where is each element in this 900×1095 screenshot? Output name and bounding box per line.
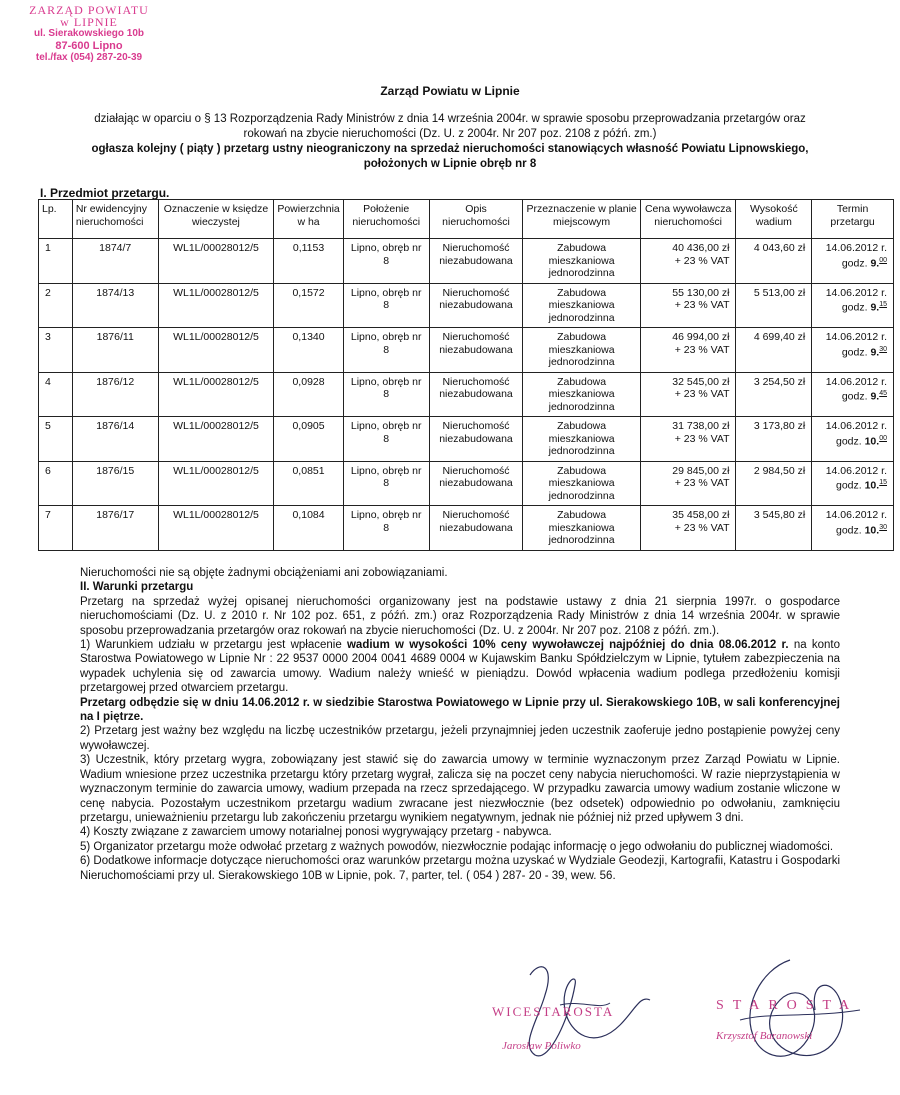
left-signature-name: Jarosław Poliwko: [502, 1040, 581, 1052]
table-row: [39, 417, 894, 462]
cell-date: [812, 461, 894, 506]
time-hour: 9.: [870, 301, 880, 314]
cell-deposit: 3 545,80 zł: [736, 506, 812, 551]
time-minutes: 30: [879, 523, 887, 531]
auction-place: Przetarg odbędzie się w dniu 14.06.2012 r. w siedzibie Starostwa Powiatowego w Lipnie przy ul. Sierakowskiego 10B, w sali konferencyjnej na I piętrze.: [80, 696, 840, 724]
stamp-line-3: ul. Sierakowskiego 10b: [33, 28, 145, 39]
cell-parcel-number: 1876/11: [72, 328, 158, 373]
announce-line-2: położonych w Lipnie obręb nr 8: [363, 158, 537, 170]
table-row: [39, 372, 894, 417]
auction-time: [815, 344, 887, 359]
section-1-title: I. Przedmiot przetargu.: [40, 186, 170, 200]
cell-land-register: WL1L/00028012/5: [158, 372, 274, 417]
time-label: godz.: [835, 435, 862, 447]
cell-land-register: WL1L/00028012/5: [158, 461, 274, 506]
cell-price: [640, 506, 736, 551]
time-hour: 9.: [870, 346, 880, 358]
time-hour: 10.: [864, 435, 880, 447]
cell-date: [812, 506, 894, 551]
cell-date: [812, 372, 894, 417]
cell-parcel-number: 1874/7: [72, 239, 158, 284]
auction-time: [815, 433, 887, 448]
time-hour: 10.: [864, 479, 880, 492]
col-header-price: Cena wywoławcza nieruchomości: [640, 200, 736, 239]
cell-price: [640, 239, 736, 284]
cell-purpose: Zabudowa mieszkaniowa jednorodzinna: [523, 328, 640, 373]
time-label: godz.: [835, 524, 862, 536]
col-header-deposit: Wysokość wadium: [736, 200, 812, 239]
condition-1-c: na konto Starostwa Powiatowego w Lipnie Nr : 22 9537 0000 2004 0041 4689 0004 w Kujawskim Banku Spółdzielczym w Lipnie, tytułem zabezpieczenia na wypadek uchylenia się od zawarcia umowy. Wadium należy wnieść w pieniądzu. Dowód wpłacenia wadium podlega przedłożeniu komisji przetargowej przed otwarciem przetargu.: [80, 639, 840, 695]
document-title: Zarząd Powiatu w Lipnie: [380, 84, 520, 98]
price-vat: + 23 % VAT: [674, 477, 730, 489]
cell-area: 0,1153: [274, 239, 343, 284]
time-hour: 9.: [870, 257, 880, 269]
property-table: [38, 199, 894, 551]
col-header-area: Powierzchnia w ha: [274, 200, 343, 239]
condition-1: [80, 638, 840, 696]
cell-parcel-number: 1876/14: [72, 417, 158, 462]
auction-date: 14.06.2012 r.: [825, 464, 887, 477]
cell-area: 0,1084: [274, 506, 343, 551]
cell-lp: 2: [39, 283, 73, 328]
cell-purpose: Zabudowa mieszkaniowa jednorodzinna: [523, 506, 640, 551]
cell-land-register: WL1L/00028012/5: [158, 239, 274, 284]
time-minutes: 15: [879, 479, 887, 486]
condition-5: 5) Organizator przetargu może odwołać przetarg z ważnych powodów, niezwłocznie podając informację o jego odwołaniu do publicznej wiadomości.: [80, 840, 834, 853]
stamp-line-2: w LIPNIE: [60, 15, 118, 29]
cell-lp: 3: [39, 328, 73, 373]
price-value: 46 994,00 zł: [672, 331, 730, 343]
auction-time: [815, 477, 887, 492]
table-row: [39, 461, 894, 506]
cell-parcel-number: 1876/17: [72, 506, 158, 551]
condition-1-a: 1) Warunkiem udziału w przetargu jest wpłacenie: [80, 639, 347, 652]
cell-description: Nieruchomość niezabudowana: [429, 461, 523, 506]
cell-date: [812, 239, 894, 284]
auction-time: [815, 388, 887, 403]
cell-area: 0,0905: [274, 417, 343, 462]
time-minutes: 30: [879, 345, 887, 353]
price-value: 35 458,00 zł: [672, 509, 730, 521]
price-vat: + 23 % VAT: [674, 254, 730, 267]
table-header-row: [39, 200, 894, 239]
price-value: 29 845,00 zł: [672, 464, 730, 477]
time-minutes: 15: [879, 301, 887, 308]
cell-area: 0,0928: [274, 372, 343, 417]
time-label: godz.: [835, 479, 862, 492]
cell-purpose: Zabudowa mieszkaniowa jednorodzinna: [523, 372, 640, 417]
cell-area: 0,0851: [274, 461, 343, 506]
cell-deposit: 3 173,80 zł: [736, 417, 812, 462]
price-vat: + 23 % VAT: [674, 388, 730, 400]
col-header-description: Opis nieruchomości: [429, 200, 523, 239]
col-header-date: Termin przetargu: [812, 200, 894, 239]
cell-location: Lipno, obręb nr 8: [343, 328, 429, 373]
time-label: godz.: [841, 257, 868, 269]
right-signature-stamp: [716, 998, 858, 1042]
auction-date: 14.06.2012 r.: [825, 242, 887, 254]
auction-date: 14.06.2012 r.: [825, 420, 887, 432]
condition-2: 2) Przetarg jest ważny bez względu na liczbę uczestników przetargu, jeżeli przynajmniej jeden uczestnik zaoferuje jedno postąpienie powyżej ceny wywoławczej.: [80, 725, 840, 752]
time-label: godz.: [841, 301, 868, 314]
cell-parcel-number: 1876/15: [72, 461, 158, 506]
conditions-block: [80, 566, 840, 883]
left-signature-role: WICESTAROSTA: [492, 1004, 615, 1019]
cell-price: [640, 283, 736, 328]
intro-block: [40, 112, 860, 172]
cell-date: [812, 328, 894, 373]
time-hour: 9.: [870, 390, 880, 403]
cell-area: 0,1572: [274, 283, 343, 328]
cell-lp: 7: [39, 506, 73, 551]
cell-location: Lipno, obręb nr 8: [343, 372, 429, 417]
stamp-line-1: ZARZĄD POWIATU: [29, 3, 149, 17]
col-header-location: Położenie nieruchomości: [343, 200, 429, 239]
cell-deposit: 5 513,00 zł: [736, 283, 812, 328]
cell-deposit: 3 254,50 zł: [736, 372, 812, 417]
cell-description: Nieruchomość niezabudowana: [429, 372, 523, 417]
price-vat: + 23 % VAT: [674, 343, 730, 356]
announce-line-1: ogłasza kolejny ( piąty ) przetarg ustny nieograniczony na sprzedaż nieruchomości stanowiących własność Powiatu Lipnowskiego,: [91, 143, 809, 155]
cell-location: Lipno, obręb nr 8: [343, 461, 429, 506]
cell-area: 0,1340: [274, 328, 343, 373]
cell-description: Nieruchomość niezabudowana: [429, 417, 523, 462]
col-header-purpose: Przeznaczenie w planie miejscowym: [523, 200, 640, 239]
col-header-lp: Lp.: [39, 200, 73, 239]
table-row: [39, 328, 894, 373]
price-value: 40 436,00 zł: [672, 242, 730, 254]
cell-date: [812, 283, 894, 328]
cell-purpose: Zabudowa mieszkaniowa jednorodzinna: [523, 239, 640, 284]
auction-date: 14.06.2012 r.: [825, 331, 887, 343]
time-minutes: 00: [879, 434, 887, 442]
condition-1-b: wadium w wysokości 10% ceny wywoławczej najpóźniej do dnia 08.06.2012 r.: [346, 639, 789, 652]
time-hour: 10.: [864, 524, 880, 536]
auction-date: 14.06.2012 r.: [825, 509, 887, 521]
col-header-kw: Oznaczenie w księdze wieczystej: [158, 200, 274, 239]
basis-paragraph: Przetarg na sprzedaż wyżej opisanej nieruchomości organizowany jest na podstawie ustawy z dnia 21 sierpnia 1997r. o gospodarce nieruchomościami (Dz. U. z 2010 r. Nr 102 poz. 651, z późń. zm.) oraz Rozporządzenia Rady Ministrów z dnia 14 września 2004r. w sprawie sposobu przeprowadzania przetargów oraz rokowań na zbycie nieruchomości (Dz. U. z 2004r. Nr 207 poz. 2108 z późń. zm.).: [80, 595, 840, 637]
cell-deposit: 2 984,50 zł: [736, 461, 812, 506]
auction-date: 14.06.2012 r.: [825, 375, 887, 388]
cell-parcel-number: 1874/13: [72, 283, 158, 328]
cell-description: Nieruchomość niezabudowana: [429, 239, 523, 284]
time-minutes: 45: [879, 390, 887, 397]
intro-line-2: rokowań na zbycie nieruchomości (Dz. U. z 2004r. Nr 207 poz. 2108 z późń. zm.): [243, 128, 657, 140]
cell-date: [812, 417, 894, 462]
time-minutes: 00: [879, 256, 887, 264]
cell-land-register: WL1L/00028012/5: [158, 283, 274, 328]
cell-deposit: 4 699,40 zł: [736, 328, 812, 373]
right-signature-name: Krzysztof Baranowski: [716, 1030, 813, 1042]
no-encumbrance-text: Nieruchomości nie są objęte żadnymi obciążeniami ani zobowiązaniami.: [80, 567, 448, 579]
condition-3: 3) Uczestnik, który przetarg wygra, zobowiązany jest stawić się do zawarcia umowy w terminie wyznaczonym przez Zarząd Powiatu w Lipnie. Wadium wniesione przez uczestnika przetargu który przetarg wygrał, zalicza się na poczet ceny nabycia nieruchomości. W razie nieprzystąpienia w wyznaczonym terminie do zawarcia umowy, wadium przepada na rzecz sprzedającego. W przypadku zawarcia umowy wadium zostanie wliczone w cenę nabycia. Pozostałym uczestnikom przetargu wadium zwracane jest niezwłocznie (bez odsetek) odpowiednio po odwołaniu, zamknięciu przetargu, unieważnieniu przetargu lub zakończeniu przetargu wynikiem negatywnym, jednak nie później niż przed upływem 3 dni.: [80, 754, 840, 824]
auction-time: [815, 255, 887, 270]
auction-time: [815, 299, 887, 314]
cell-lp: 4: [39, 372, 73, 417]
cell-description: Nieruchomość niezabudowana: [429, 506, 523, 551]
cell-description: Nieruchomość niezabudowana: [429, 283, 523, 328]
intro-line-1: działając w oparciu o § 13 Rozporządzenia Rady Ministrów z dnia 14 września 2004r. w sprawie sposobu przeprowadzania przetargów oraz: [94, 113, 806, 125]
price-vat: + 23 % VAT: [674, 299, 730, 311]
cell-lp: 6: [39, 461, 73, 506]
cell-description: Nieruchomość niezabudowana: [429, 328, 523, 373]
table-row: [39, 239, 894, 284]
price-vat: + 23 % VAT: [674, 432, 730, 445]
cell-parcel-number: 1876/12: [72, 372, 158, 417]
cell-purpose: Zabudowa mieszkaniowa jednorodzinna: [523, 461, 640, 506]
cell-purpose: Zabudowa mieszkaniowa jednorodzinna: [523, 417, 640, 462]
cell-land-register: WL1L/00028012/5: [158, 506, 274, 551]
price-value: 55 130,00 zł: [672, 286, 730, 299]
cell-lp: 1: [39, 239, 73, 284]
price-value: 31 738,00 zł: [672, 420, 730, 432]
stamp-line-5: tel./fax (054) 287-20-39: [35, 52, 143, 63]
cell-price: [640, 328, 736, 373]
cell-price: [640, 372, 736, 417]
cell-location: Lipno, obręb nr 8: [343, 506, 429, 551]
cell-deposit: 4 043,60 zł: [736, 239, 812, 284]
cell-lp: 5: [39, 417, 73, 462]
auction-time: [815, 522, 887, 537]
time-label: godz.: [841, 346, 868, 358]
cell-land-register: WL1L/00028012/5: [158, 328, 274, 373]
cell-price: [640, 417, 736, 462]
stamp-line-4: 87-600 Lipno: [55, 40, 123, 52]
condition-4: 4) Koszty związane z zawarciem umowy notarialnej ponosi wygrywający przetarg - nabywca.: [80, 826, 552, 839]
price-value: 32 545,00 zł: [672, 375, 730, 388]
cell-price: [640, 461, 736, 506]
table-row: [39, 283, 894, 328]
condition-6: 6) Dodatkowe informacje dotyczące nieruchomości oraz warunków przetargu można uzyskać w Wydziale Geodezji, Kartografii, Katastru i Gospodarki Nieruchomościami przy ul. Sierakowskiego 10B w Lipnie, pok. 7, parter, tel. ( 054 ) 287- 20 - 39, wew. 56.: [80, 855, 840, 882]
price-vat: + 23 % VAT: [674, 521, 730, 534]
table-row: [39, 506, 894, 551]
col-header-nr: Nr ewidencyjny nieruchomości: [72, 200, 158, 239]
left-signature-stamp: [492, 1004, 614, 1052]
cell-land-register: WL1L/00028012/5: [158, 417, 274, 462]
cell-location: Lipno, obręb nr 8: [343, 417, 429, 462]
right-signature-role: STAROSTA: [716, 998, 859, 1013]
cell-location: Lipno, obręb nr 8: [343, 283, 429, 328]
cell-location: Lipno, obręb nr 8: [343, 239, 429, 284]
time-label: godz.: [841, 390, 868, 403]
office-stamp: [14, 4, 164, 64]
cell-purpose: Zabudowa mieszkaniowa jednorodzinna: [523, 283, 640, 328]
auction-date: 14.06.2012 r.: [825, 286, 887, 299]
section-2-title: II. Warunki przetargu: [80, 581, 194, 594]
